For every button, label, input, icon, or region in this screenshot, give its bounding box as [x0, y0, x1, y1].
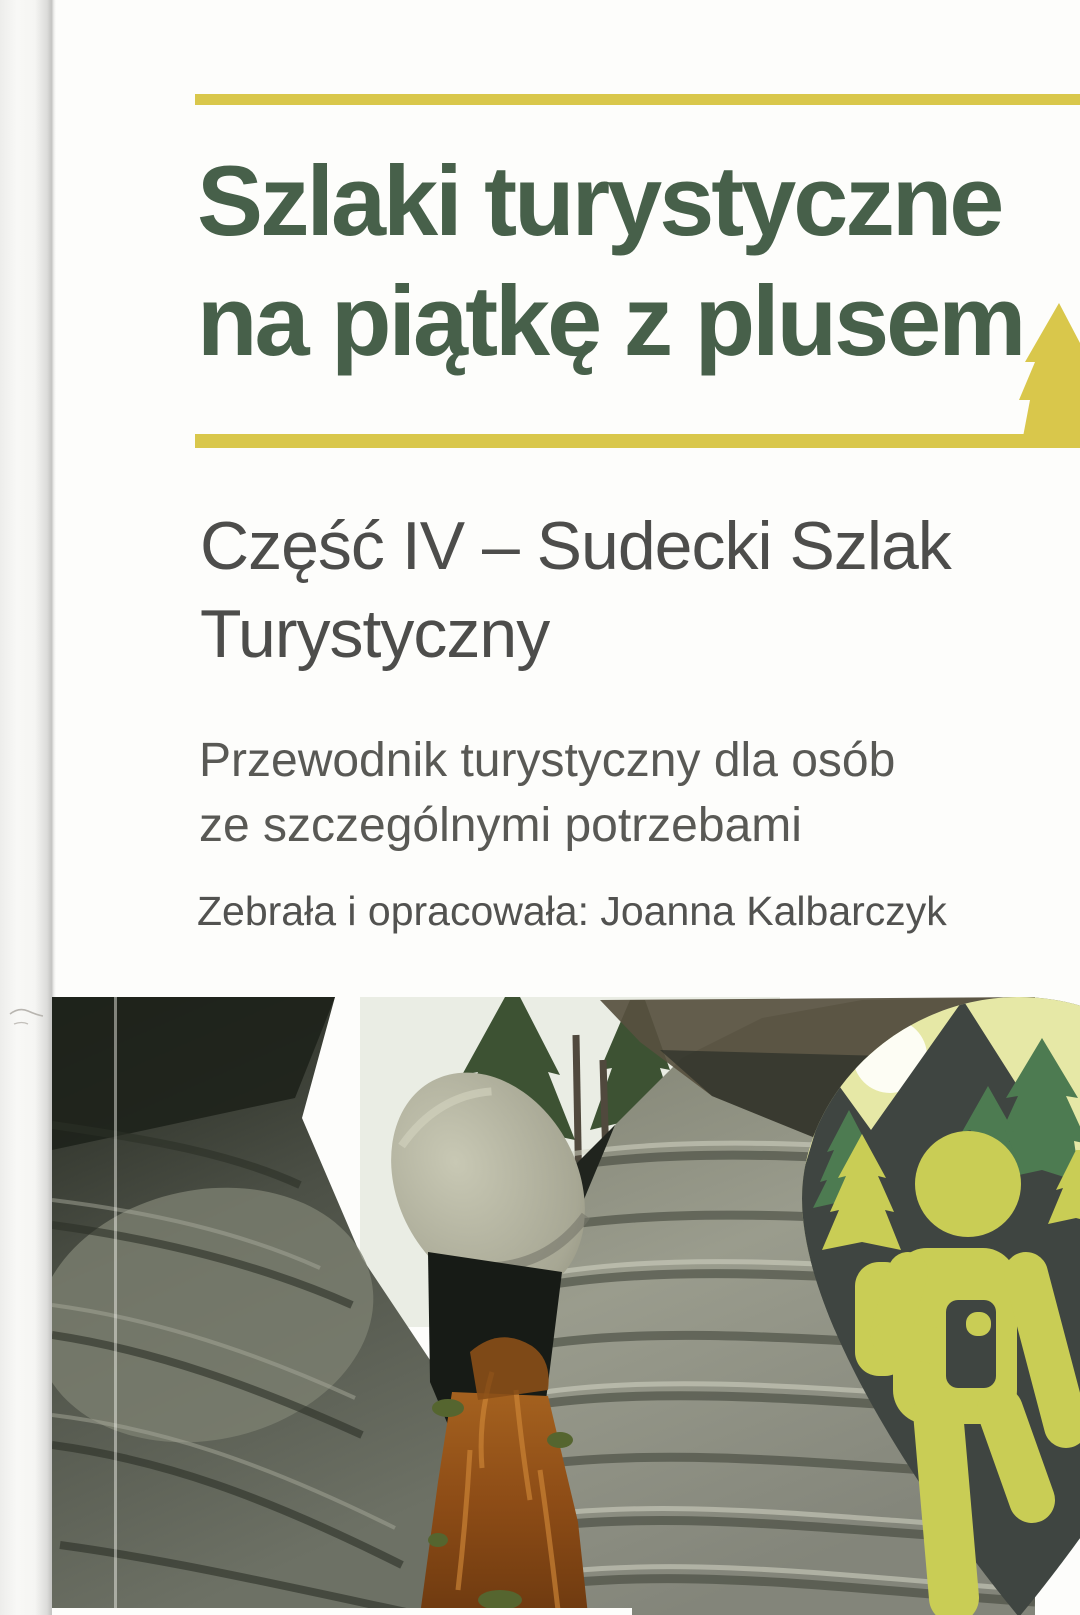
author-credit: Zebrała i opracowała: Joanna Kalbarczyk	[197, 888, 947, 934]
title-line-1: Szlaki turystyczne	[197, 145, 1002, 256]
hiker-head	[915, 1131, 1021, 1237]
scan-page-edge	[0, 0, 56, 1615]
bottom-accent-rule	[195, 434, 1080, 448]
smartphone-icon	[946, 1300, 996, 1388]
hiker-left-leg	[938, 1412, 954, 1598]
description-line-2: ze szczególnymi potrzebami	[199, 799, 802, 852]
smartphone-camera	[966, 1312, 991, 1336]
fir-tree-accent-icon	[985, 298, 1080, 450]
scan-crease-line	[114, 997, 117, 1615]
subtitle-line-1: Część IV – Sudecki Szlak	[200, 508, 951, 584]
scan-bottom-edge	[52, 1608, 632, 1615]
title-line-2: na piątkę z plusem	[197, 265, 1024, 376]
hiker-right-leg	[1000, 1410, 1032, 1500]
map-pin-logo	[770, 955, 1080, 1615]
description-line-1: Przewodnik turystyczny dla osób	[199, 734, 896, 787]
book-title	[197, 141, 1023, 381]
description	[199, 728, 895, 858]
top-accent-rule	[195, 94, 1080, 105]
volume-subtitle	[200, 502, 951, 678]
subtitle-line-2: Turystyczny	[200, 596, 550, 672]
